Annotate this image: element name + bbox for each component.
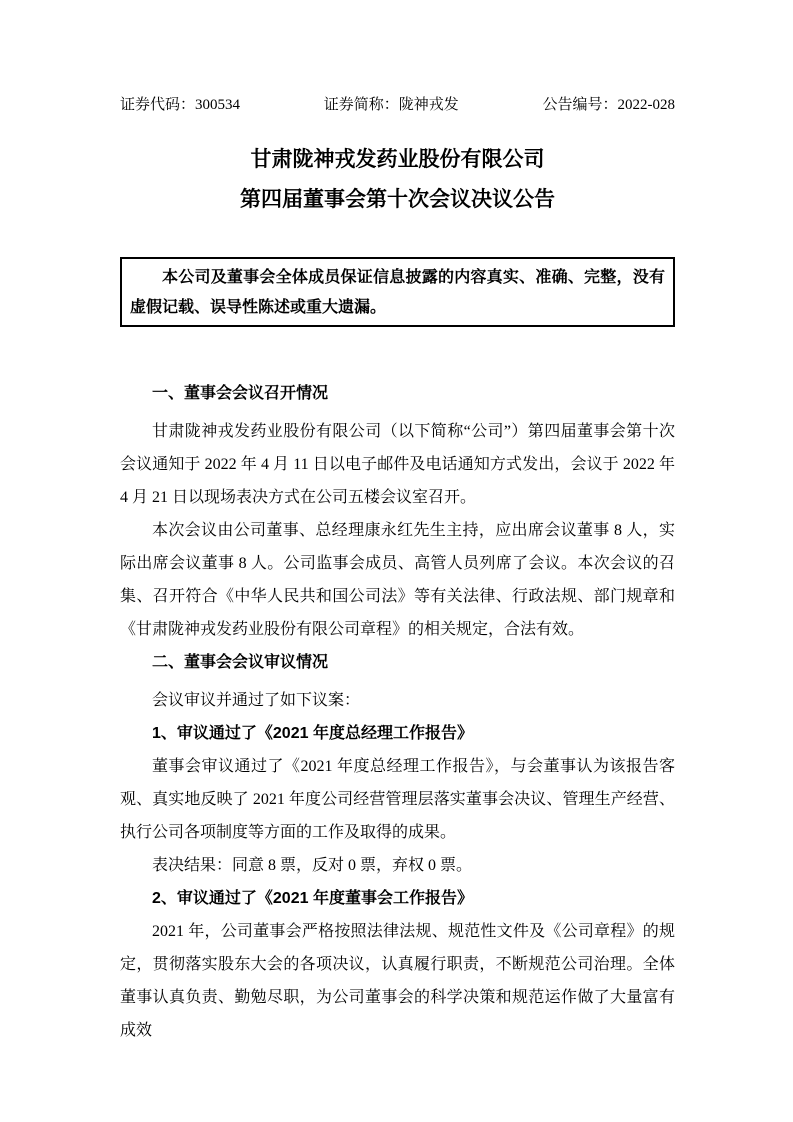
document-header (120, 95, 675, 115)
announcement-number: 公告编号：2022-028 (542, 97, 675, 113)
resolution-1-vote-result: 表决结果：同意 8 票，反对 0 票，弃权 0 票。 (152, 857, 473, 874)
disclosure-notice-box (120, 257, 675, 327)
resolution-1-body: 董事会审议通过了《2021 年度总经理工作报告》，与会董事认为该报告客观、真实地反映了 2021 年度公司经营管理层落实董事会决议、管理生产经营、执行公司各项制度等方面的工作及取得的成果。 (120, 758, 675, 841)
section-2-heading: 二、董事会会议审议情况 (152, 654, 329, 671)
section-2-intro: 会议审议并通过了如下议案： (152, 692, 361, 709)
section-1-paragraph-1: 甘肃陇神戎发药业股份有限公司（以下简称“公司”）第四届董事会第十次会议通知于 2022 年 4 月 11 日以电子邮件及电话通知方式发出，会议于 2022 年 4 月 21 日以现场表决方式在公司五楼会议室召开。 (120, 423, 675, 506)
resolution-1-heading: 1、审议通过了《2021 年度总经理工作报告》 (152, 725, 473, 742)
stock-code: 证券代码：300534 (120, 97, 241, 113)
resolution-2-heading: 2、审议通过了《2021 年度董事会工作报告》 (152, 890, 473, 907)
resolution-2-body: 2021 年，公司董事会严格按照法律法规、规范性文件及《公司章程》的规定，贯彻落实股东大会的各项决议，认真履行职责，不断规范公司治理。全体董事认真负责、勤勉尽职，为公司董事会的科学决策和规范运作做了大量富有成效 (120, 923, 675, 1039)
section-1-paragraph-2: 本次会议由公司董事、总经理康永红先生主持，应出席会议董事 8 人，实际出席会议董事 8 人。公司监事会成员、高管人员列席了会议。本次会议的召集、召开符合《中华人民共和国公司法》等有关法律、行政法规、部门规章和《甘肃陇神戎发药业股份有限公司章程》的相关规定，合法有效。 (120, 522, 675, 638)
company-name-title: 甘肃陇神戎发药业股份有限公司 (250, 148, 545, 171)
stock-abbreviation: 证券简称：陇神戎发 (323, 97, 459, 113)
announcement-title: 第四届董事会第十次会议决议公告 (240, 188, 555, 211)
section-1-heading: 一、董事会会议召开情况 (152, 385, 329, 402)
disclosure-notice-text: 本公司及董事会全体成员保证信息披露的内容真实、准确、完整，没有虚假记载、误导性陈述或重大遗漏。 (130, 269, 665, 316)
